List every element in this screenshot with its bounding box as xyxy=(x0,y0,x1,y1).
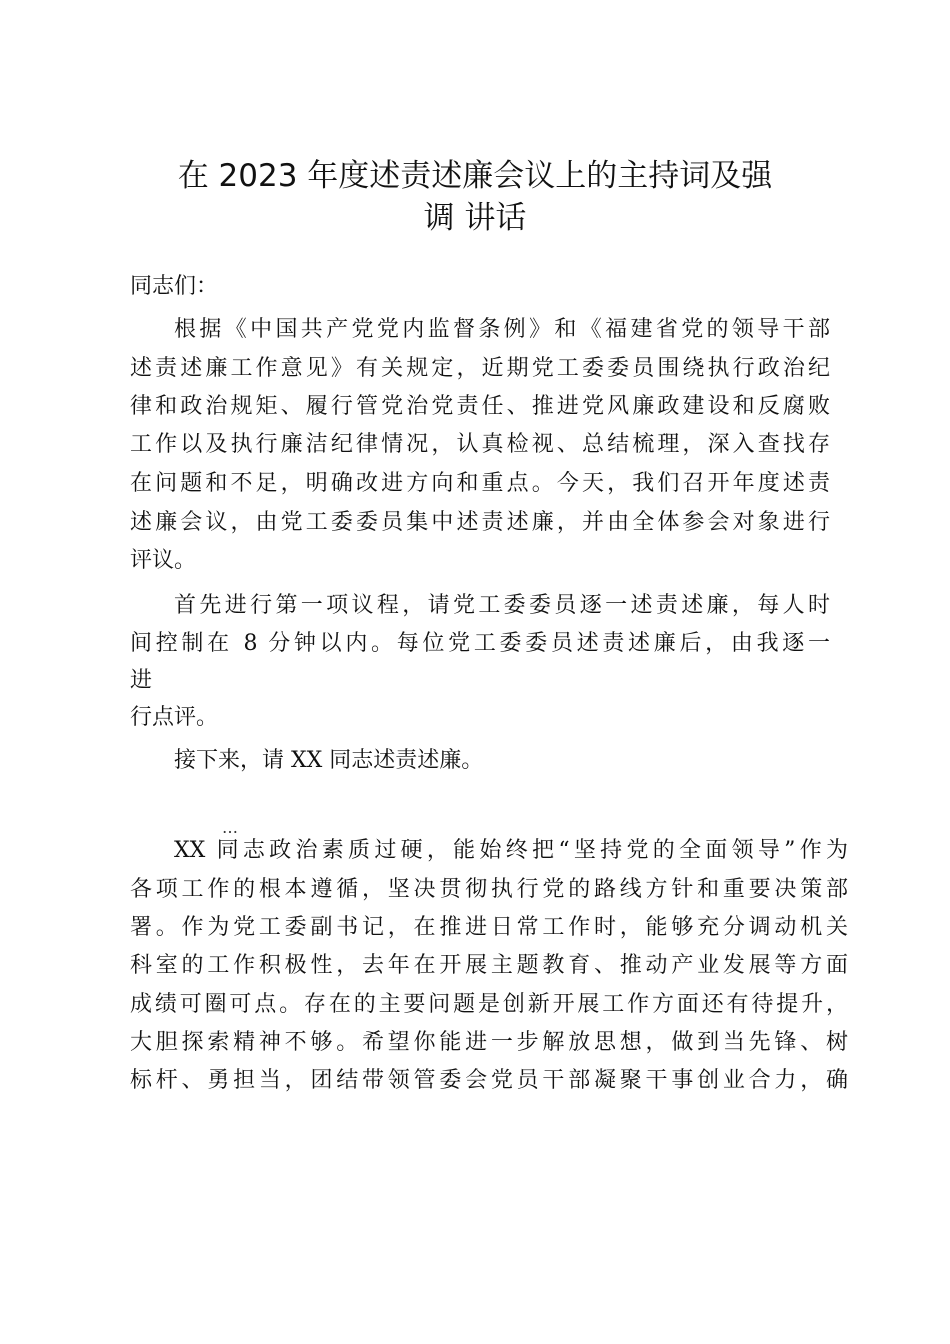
paragraph-1-line-2: 述责述廉工作意见》有关规定，近期党工委委员围绕执行政治纪 xyxy=(130,356,830,381)
ellipsis-marker: … xyxy=(222,818,238,837)
paragraph-3: 接下来，请 XX 同志述责述廉。 xyxy=(174,748,484,773)
paragraph-4-line-4: 科室的工作积极性，去年在开展主题教育、推动产业发展等方面 xyxy=(130,953,848,978)
paragraph-1-line-7: 评议。 xyxy=(130,548,197,573)
paragraph-4-line-2: 各项工作的根本遵循，坚决贯彻执行党的路线方针和重要决策部 xyxy=(130,877,848,902)
paragraph-2-line-4: 行点评。 xyxy=(130,705,219,730)
paragraph-4-line-6: 大胆探索精神不够。希望你能进一步解放思想，做到当先锋、树 xyxy=(130,1030,848,1055)
paragraph-2-line-1: 首先进行第一项议程，请党工委委员逐一述责述廉，每人时 xyxy=(174,593,830,618)
paragraph-4-line-5: 成绩可圈可点。存在的主要问题是创新开展工作方面还有待提升， xyxy=(130,992,848,1017)
paragraph-1-line-3: 律和政治规矩、履行管党治党责任、推进党风廉政建设和反腐败 xyxy=(130,394,830,419)
paragraph-1-line-6: 述廉会议，由党工委委员集中述责述廉，并由全体参会对象进行 xyxy=(130,510,830,535)
paragraph-1-line-4: 工作以及执行廉洁纪律情况，认真检视、总结梳理，深入查找存 xyxy=(130,432,830,457)
salutation: 同志们： xyxy=(130,274,219,299)
paragraph-4-line-3: 署。作为党工委副书记，在推进日常工作时，能够充分调动机关 xyxy=(130,915,848,940)
paragraph-2-line-2: 间控制在 8 分钟以内。每位党工委委员述责述廉后，由我逐一 xyxy=(130,631,830,656)
paragraph-4-line-1: XX 同志政治素质过硬，能始终把“坚持党的全面领导”作为 xyxy=(174,838,848,863)
document-title-line-2: 调 讲话 xyxy=(423,200,527,236)
paragraph-1-line-5: 在问题和不足，明确改进方向和重点。今天，我们召开年度述责 xyxy=(130,471,830,496)
paragraph-4-line-7: 标杆、勇担当，团结带领管委会党员干部凝聚干事创业合力，确 xyxy=(130,1068,848,1093)
paragraph-2-line-3: 进 xyxy=(130,668,153,693)
paragraph-1-line-1: 根据《中国共产党党内监督条例》和《福建省党的领导干部 xyxy=(174,317,830,342)
document-title-line-1: 在 2023 年度述责述廉会议上的主持词及强 xyxy=(177,158,773,194)
